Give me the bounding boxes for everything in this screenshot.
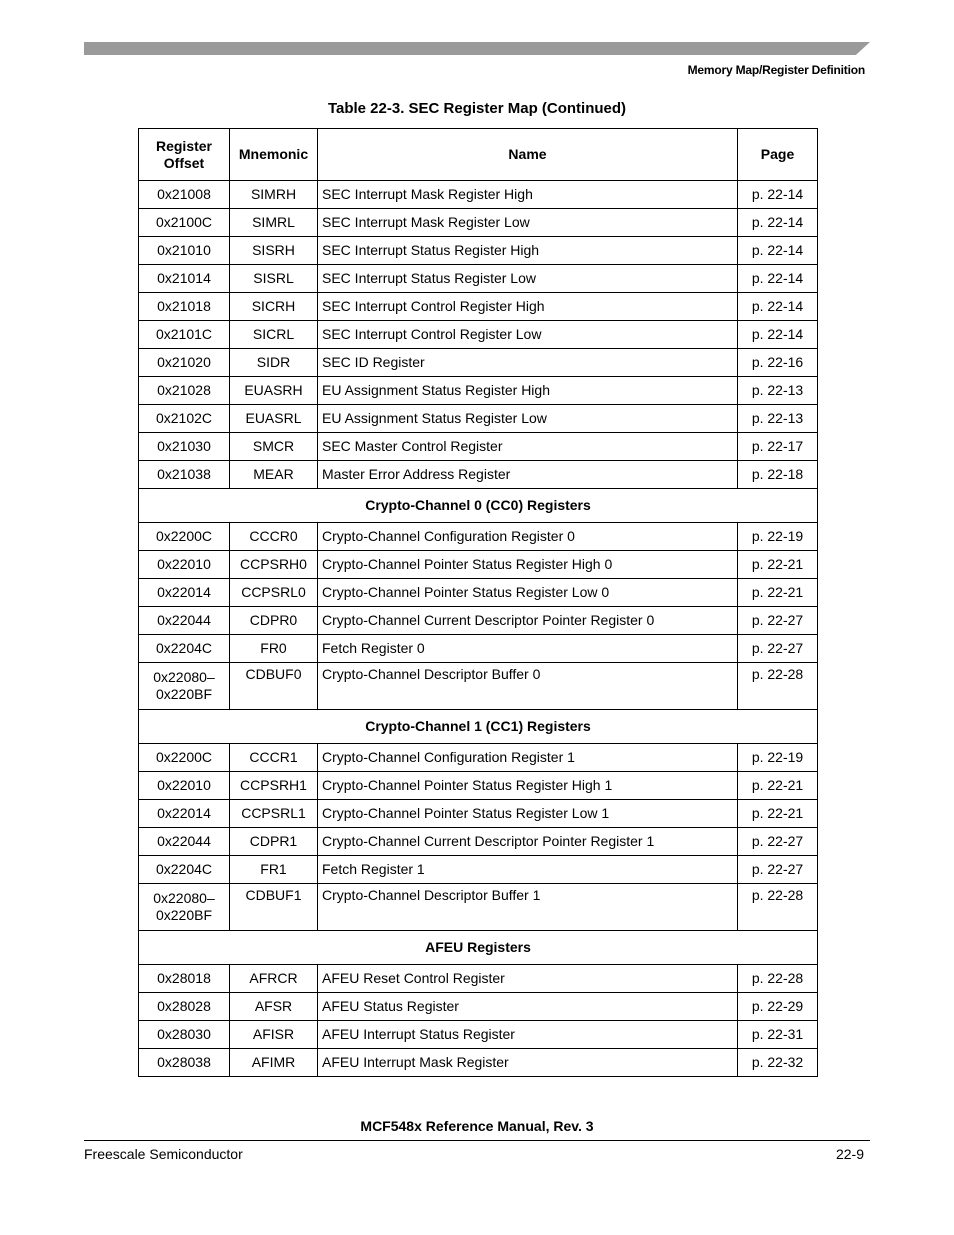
register-offset-cell: 0x21018 (139, 293, 230, 321)
page-ref-cell: p. 22-14 (738, 265, 818, 293)
mnemonic-cell: AFRCR (230, 965, 318, 993)
mnemonic-cell: SIMRL (230, 209, 318, 237)
page-number: 22-9 (835, 1146, 864, 1162)
page-ref-cell: p. 22-27 (738, 856, 818, 884)
header-bar (84, 42, 870, 55)
table-row (139, 405, 818, 433)
page-ref-cell: p. 22-13 (738, 377, 818, 405)
register-name-cell: SEC Interrupt Status Register High (318, 237, 738, 265)
register-name-cell: AFEU Interrupt Status Register (318, 1021, 738, 1049)
table-row (139, 579, 818, 607)
register-offset-cell: 0x2204C (139, 856, 230, 884)
table-row (139, 1021, 818, 1049)
mnemonic-cell: AFSR (230, 993, 318, 1021)
register-offset-cell: 0x2101C (139, 321, 230, 349)
register-name-cell: SEC Interrupt Control Register High (318, 293, 738, 321)
register-offset-cell: 0x22010 (139, 772, 230, 800)
table-row (139, 856, 818, 884)
table-row (139, 635, 818, 663)
mnemonic-cell: SISRL (230, 265, 318, 293)
page-ref-cell: p. 22-21 (738, 579, 818, 607)
register-name-cell: EU Assignment Status Register High (318, 377, 738, 405)
register-offset-cell: 0x21010 (139, 237, 230, 265)
page-ref-cell: p. 22-13 (738, 405, 818, 433)
mnemonic-cell: CDBUF1 (230, 884, 318, 931)
register-name-cell: Crypto-Channel Pointer Status Register Low 0 (318, 579, 738, 607)
register-offset-cell: 0x21030 (139, 433, 230, 461)
table-row (139, 772, 818, 800)
mnemonic-cell: EUASRH (230, 377, 318, 405)
register-name-cell: Crypto-Channel Current Descriptor Pointer Register 1 (318, 828, 738, 856)
column-header-page: Page (738, 129, 818, 181)
page-ref-cell: p. 22-21 (738, 800, 818, 828)
register-name-cell: Master Error Address Register (318, 461, 738, 489)
table-row (139, 607, 818, 635)
register-offset-cell: 0x21008 (139, 181, 230, 209)
register-name-cell: Crypto-Channel Pointer Status Register Low 1 (318, 800, 738, 828)
table-row (139, 828, 818, 856)
register-name-cell: SEC Interrupt Status Register Low (318, 265, 738, 293)
register-offset-cell: 0x21020 (139, 349, 230, 377)
mnemonic-cell: SMCR (230, 433, 318, 461)
page-ref-cell: p. 22-28 (738, 884, 818, 931)
page-ref-cell: p. 22-14 (738, 321, 818, 349)
register-map-table (138, 128, 818, 1077)
mnemonic-cell: CDPR1 (230, 828, 318, 856)
register-name-cell: Fetch Register 1 (318, 856, 738, 884)
register-name-cell: AFEU Status Register (318, 993, 738, 1021)
mnemonic-cell: AFIMR (230, 1049, 318, 1077)
register-name-cell: Crypto-Channel Configuration Register 0 (318, 523, 738, 551)
register-name-cell: SEC ID Register (318, 349, 738, 377)
register-name-cell: Crypto-Channel Current Descriptor Pointer Register 0 (318, 607, 738, 635)
section-title: Memory Map/Register Definition (687, 63, 865, 77)
mnemonic-cell: SISRH (230, 237, 318, 265)
register-offset-cell: 0x2200C (139, 523, 230, 551)
mnemonic-cell: SIDR (230, 349, 318, 377)
register-offset-cell: 0x2100C (139, 209, 230, 237)
register-offset-cell: 0x22044 (139, 607, 230, 635)
register-name-cell: Crypto-Channel Pointer Status Register High 1 (318, 772, 738, 800)
register-offset-cell: 0x2102C (139, 405, 230, 433)
register-offset-cell: 0x28030 (139, 1021, 230, 1049)
register-offset-cell: 0x22080–0x220BF (139, 663, 230, 710)
table-row (139, 349, 818, 377)
mnemonic-cell: CDPR0 (230, 607, 318, 635)
mnemonic-cell: CCPSRL1 (230, 800, 318, 828)
register-name-cell: SEC Interrupt Mask Register High (318, 181, 738, 209)
register-offset-cell: 0x21014 (139, 265, 230, 293)
page-ref-cell: p. 22-18 (738, 461, 818, 489)
table-row (139, 744, 818, 772)
page-ref-cell: p. 22-14 (738, 237, 818, 265)
register-offset-cell: 0x21038 (139, 461, 230, 489)
page-ref-cell: p. 22-28 (738, 965, 818, 993)
register-name-cell: SEC Interrupt Control Register Low (318, 321, 738, 349)
register-offset-cell: 0x28028 (139, 993, 230, 1021)
register-name-cell: AFEU Interrupt Mask Register (318, 1049, 738, 1077)
page-ref-cell: p. 22-27 (738, 607, 818, 635)
footer-divider (84, 1140, 870, 1141)
mnemonic-cell: EUASRL (230, 405, 318, 433)
register-name-cell: SEC Interrupt Mask Register Low (318, 209, 738, 237)
register-offset-cell: 0x22080–0x220BF (139, 884, 230, 931)
table-caption: Table 22-3. SEC Register Map (Continued) (327, 100, 627, 117)
page-ref-cell: p. 22-19 (738, 523, 818, 551)
section-header: AFEU Registers (139, 931, 818, 965)
register-offset-cell: 0x21028 (139, 377, 230, 405)
table-row (139, 551, 818, 579)
table-row (139, 965, 818, 993)
page-ref-cell: p. 22-27 (738, 828, 818, 856)
mnemonic-cell: CDBUF0 (230, 663, 318, 710)
table-row (139, 377, 818, 405)
section-header-row (139, 710, 818, 744)
register-name-cell: Crypto-Channel Pointer Status Register High 0 (318, 551, 738, 579)
register-name-cell: AFEU Reset Control Register (318, 965, 738, 993)
register-offset-cell: 0x22014 (139, 800, 230, 828)
page-ref-cell: p. 22-21 (738, 772, 818, 800)
mnemonic-cell: FR1 (230, 856, 318, 884)
page-ref-cell: p. 22-29 (738, 993, 818, 1021)
table-row (139, 993, 818, 1021)
mnemonic-cell: CCPSRL0 (230, 579, 318, 607)
register-offset-cell: 0x22014 (139, 579, 230, 607)
page-ref-cell: p. 22-27 (738, 635, 818, 663)
mnemonic-cell: FR0 (230, 635, 318, 663)
table-row (139, 237, 818, 265)
table-row (139, 321, 818, 349)
manual-title: MCF548x Reference Manual, Rev. 3 (360, 1118, 594, 1134)
section-header-row (139, 489, 818, 523)
register-name-cell: Crypto-Channel Configuration Register 1 (318, 744, 738, 772)
table-row (139, 1049, 818, 1077)
table-row (139, 523, 818, 551)
mnemonic-cell: CCCR0 (230, 523, 318, 551)
page-ref-cell: p. 22-32 (738, 1049, 818, 1077)
page-ref-cell: p. 22-19 (738, 744, 818, 772)
register-name-cell: Fetch Register 0 (318, 635, 738, 663)
mnemonic-cell: SIMRH (230, 181, 318, 209)
mnemonic-cell: SICRH (230, 293, 318, 321)
mnemonic-cell: AFISR (230, 1021, 318, 1049)
page-ref-cell: p. 22-28 (738, 663, 818, 710)
register-offset-cell: 0x28018 (139, 965, 230, 993)
page-ref-cell: p. 22-17 (738, 433, 818, 461)
mnemonic-cell: CCCR1 (230, 744, 318, 772)
column-header-mnemonic: Mnemonic (230, 129, 318, 181)
table-row (139, 209, 818, 237)
mnemonic-cell: CCPSRH1 (230, 772, 318, 800)
table-row (139, 461, 818, 489)
page-ref-cell: p. 22-31 (738, 1021, 818, 1049)
page-ref-cell: p. 22-14 (738, 209, 818, 237)
table-row (139, 181, 818, 209)
table-row (139, 800, 818, 828)
table-row (139, 884, 818, 931)
table-row (139, 433, 818, 461)
register-name-cell: Crypto-Channel Descriptor Buffer 0 (318, 663, 738, 710)
section-header: Crypto-Channel 0 (CC0) Registers (139, 489, 818, 523)
company-name: Freescale Semiconductor (84, 1146, 243, 1162)
section-header-row (139, 931, 818, 965)
page-ref-cell: p. 22-14 (738, 181, 818, 209)
register-offset-cell: 0x2204C (139, 635, 230, 663)
column-header-name: Name (318, 129, 738, 181)
register-offset-cell: 0x22044 (139, 828, 230, 856)
page-ref-cell: p. 22-16 (738, 349, 818, 377)
table-row (139, 293, 818, 321)
register-name-cell: Crypto-Channel Descriptor Buffer 1 (318, 884, 738, 931)
register-offset-cell: 0x22010 (139, 551, 230, 579)
mnemonic-cell: CCPSRH0 (230, 551, 318, 579)
table-row (139, 265, 818, 293)
register-name-cell: SEC Master Control Register (318, 433, 738, 461)
table-header-row (139, 129, 818, 181)
mnemonic-cell: MEAR (230, 461, 318, 489)
table-body (139, 181, 818, 1077)
register-name-cell: EU Assignment Status Register Low (318, 405, 738, 433)
register-offset-cell: 0x2200C (139, 744, 230, 772)
column-header-offset: Register Offset (139, 129, 230, 181)
mnemonic-cell: SICRL (230, 321, 318, 349)
page-ref-cell: p. 22-21 (738, 551, 818, 579)
register-offset-cell: 0x28038 (139, 1049, 230, 1077)
table-row (139, 663, 818, 710)
page-ref-cell: p. 22-14 (738, 293, 818, 321)
section-header: Crypto-Channel 1 (CC1) Registers (139, 710, 818, 744)
